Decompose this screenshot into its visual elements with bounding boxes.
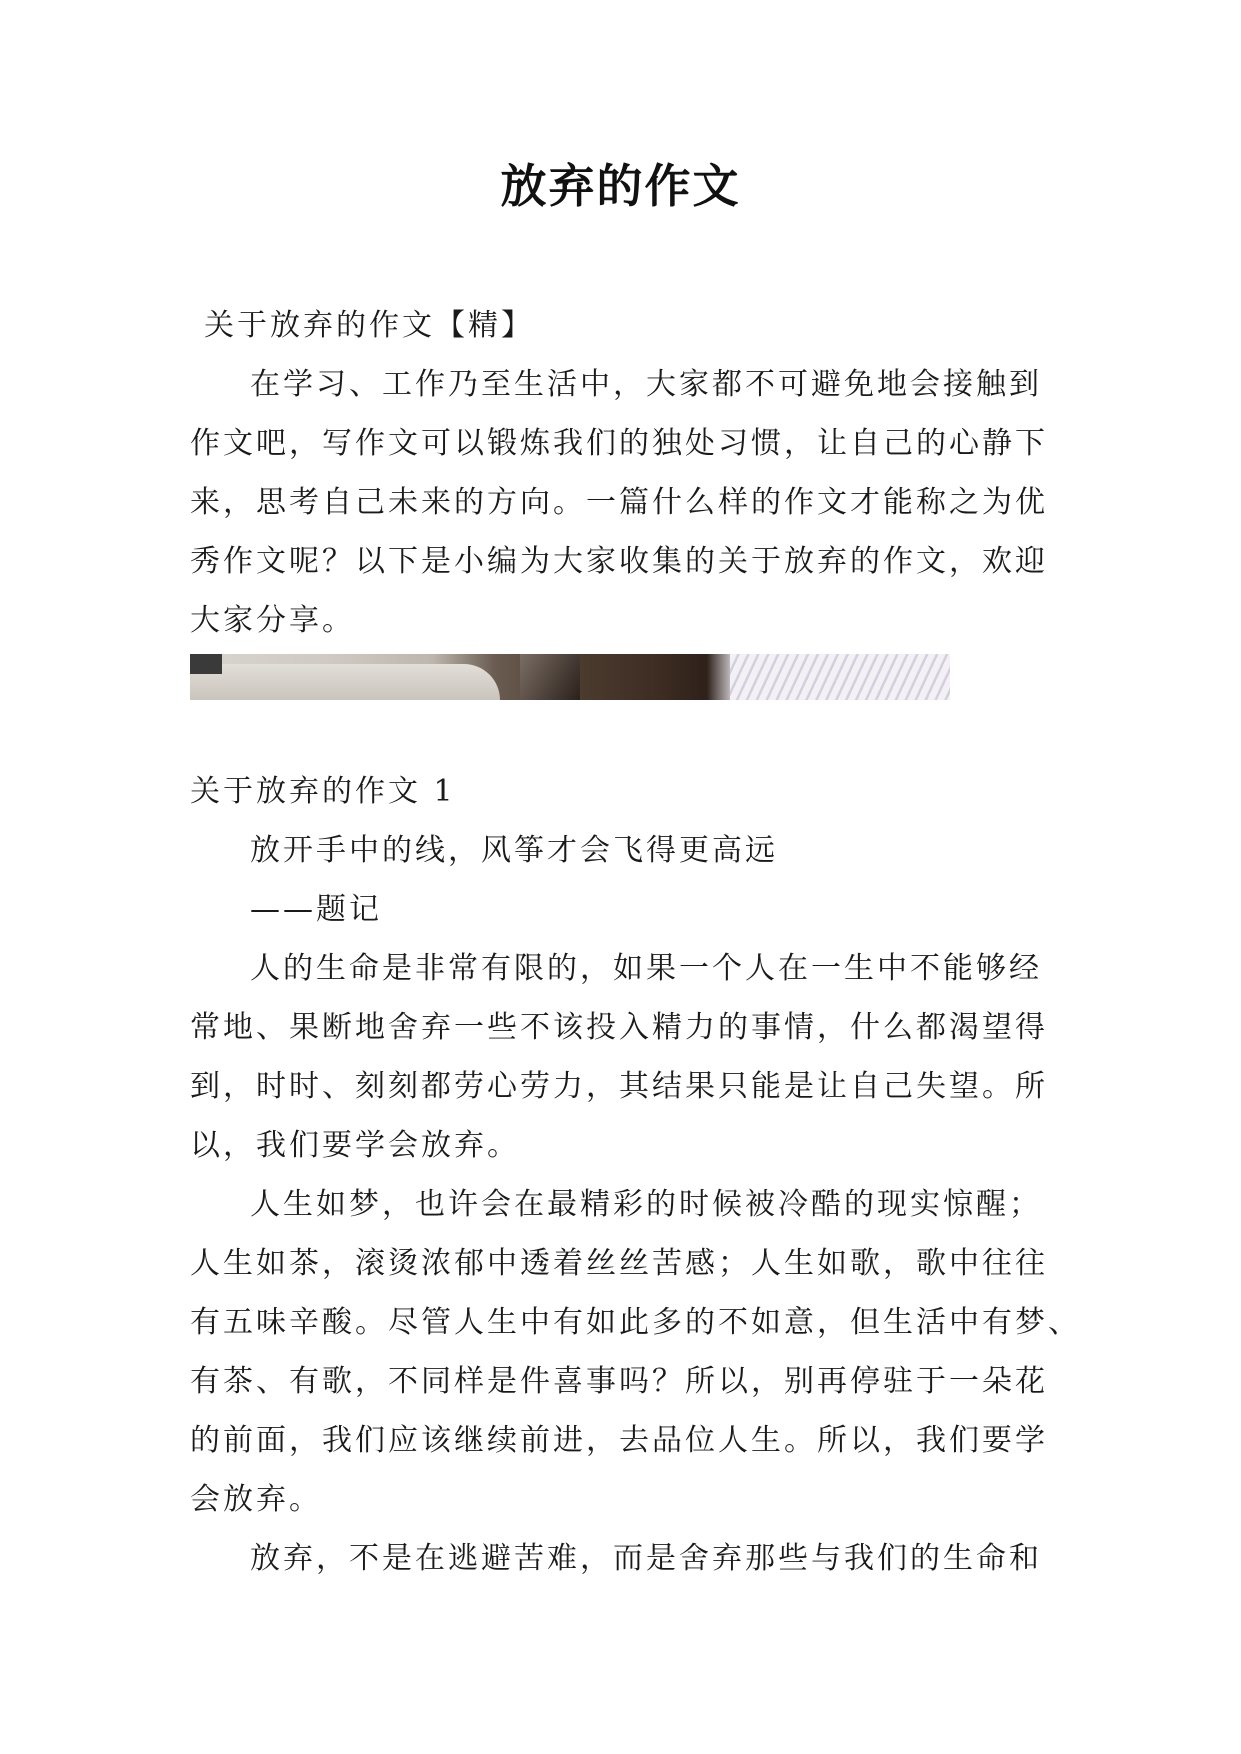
cropped-photo [190, 654, 950, 700]
paragraph-line: 以，我们要学会放弃。 [190, 1128, 520, 1163]
section-heading: 关于放弃的作文 1 [190, 774, 456, 809]
paragraph-line: 的前面，我们应该继续前进，去品位人生。所以，我们要学 [190, 1423, 1048, 1458]
paragraph-line: 有五味辛酸。尽管人生中有如此多的不如意，但生活中有梦、 [190, 1305, 1081, 1340]
paragraph-line: 有茶、有歌，不同样是件喜事吗？所以，别再停驻于一朵花 [190, 1364, 1048, 1399]
paragraph [190, 939, 1060, 1175]
document-body [190, 296, 1081, 1588]
paragraph-line: 人生如梦，也许会在最精彩的时候被冷酷的现实惊醒； [250, 1187, 1042, 1222]
paragraph-line: 常地、果断地舍弃一些不该投入精力的事情，什么都渴望得 [190, 1010, 1048, 1045]
paragraph-line: 到，时时、刻刻都劳心劳力，其结果只能是让自己失望。所 [190, 1069, 1048, 1104]
laptop-shape [190, 664, 500, 700]
paragraph [190, 1175, 1081, 1529]
epigraph: 放开手中的线，风筝才会飞得更高远 [250, 833, 778, 868]
paragraph-line: 人的生命是非常有限的，如果一个人在一生中不能够经 [250, 951, 1042, 986]
epigraph-source: ——题记 [250, 892, 382, 927]
intro-line: 在学习、工作乃至生活中，大家都不可避免地会接触到 [250, 367, 1042, 402]
keyboard-key-shape [190, 654, 222, 674]
intro-line: 作文吧，写作文可以锻炼我们的独处习惯，让自己的心静下 [190, 426, 1048, 461]
paragraph [190, 1529, 1060, 1588]
intro-paragraph [190, 355, 1060, 650]
paragraph-line: 人生如茶，滚烫浓郁中透着丝丝苦感；人生如歌，歌中往往 [190, 1246, 1048, 1281]
striped-paper-shape [730, 654, 950, 700]
document-subtitle: 关于放弃的作文【精】 [204, 308, 534, 343]
pen-shape [520, 654, 580, 700]
intro-line: 大家分享。 [190, 603, 355, 638]
intro-line: 来，思考自己未来的方向。一篇什么样的作文才能称之为优 [190, 485, 1048, 520]
paragraph-line: 会放弃。 [190, 1482, 322, 1517]
page-title: 放弃的作文 [500, 159, 741, 213]
paragraph-line: 放弃，不是在逃避苦难，而是舍弃那些与我们的生命和 [250, 1541, 1042, 1576]
intro-line: 秀作文呢？以下是小编为大家收集的关于放弃的作文，欢迎 [190, 544, 1048, 579]
